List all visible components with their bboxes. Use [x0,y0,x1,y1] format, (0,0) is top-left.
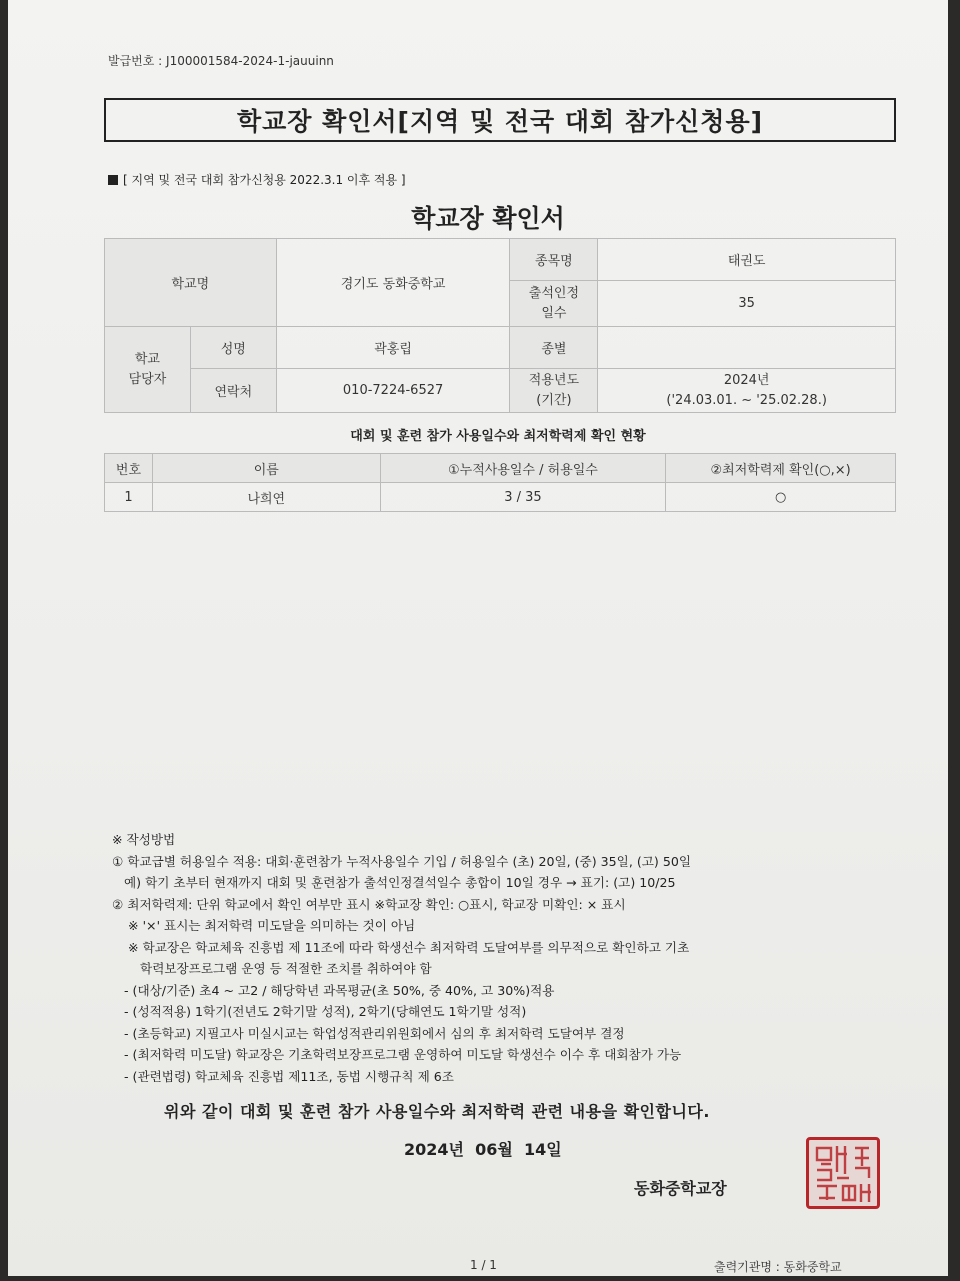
principal-title: 동화중학교장 [634,1179,727,1198]
type-value [598,327,896,369]
note-line: ② 최저학력제: 단위 학교에서 확인 여부만 표시 ※학교장 확인: ○표시, 학교장 미확인: × 표시 [112,896,626,912]
square-bullet-icon [108,175,118,185]
school-value: 경기도 동화중학교 [276,239,510,327]
column-header: 번호 [105,454,153,483]
document-page [8,0,948,1276]
name-value: 곽홍립 [276,327,510,369]
sport-value: 태권도 [598,239,896,281]
note-line: - (관련법령) 학교체육 진흥법 제11조, 동법 시행규칙 제 6조 [112,1068,454,1084]
note-line: ① 학교급별 허용일수 적용: 대회·훈련참가 누적사용일수 기입 / 허용일수 (초) 20일, (중) 35일, (고) 50일 [112,853,692,869]
status-title: 대회 및 훈련 참가 사용일수와 최저학력제 확인 현황 [350,429,646,444]
note-line: - (대상/기준) 초4 ~ 고2 / 해당학년 과목평균(초 50%, 중 40%, 고 30%)적용 [112,982,555,998]
attend-value: 35 [598,281,896,327]
confirmation-statement: 위와 같이 대회 및 훈련 참가 사용일수와 최저학력 관련 내용을 확인합니다. [164,1102,710,1121]
manager-label: 학교 담당자 [105,327,191,413]
official-seal [806,1137,880,1209]
column-header: 이름 [152,454,380,483]
note-line: ※ 작성방법 [112,832,176,847]
note-line: - (초등학교) 지필고사 미실시교는 학업성적관리위원회에서 심의 후 최저학력 도달여부 결정 [112,1025,625,1041]
issue-date: 2024년 06월 14일 [404,1140,562,1159]
table-cell: 나희연 [152,483,380,512]
table-cell: 1 [105,483,153,512]
subheading-text: [ 지역 및 전국 대회 참가신청용 2022.3.1 이후 적용 ] [123,173,406,187]
note-line: ※ 학교장은 학교체육 진흥법 제 11조에 따라 학생선수 최저학력 도달여부를 의무적으로 확인하고 기초 [112,939,690,955]
column-header: ①누적사용일수 / 허용일수 [380,454,666,483]
info-table [104,238,896,413]
contact-value: 010-7224-6527 [276,369,510,413]
seal-icon [809,1140,877,1206]
status-table [104,453,896,512]
header-title: 학교장 확인서[지역 및 전국 대회 참가신청용] [104,98,896,142]
school-label: 학교명 [105,239,277,327]
printed-by: 출력기관명 : 동화중학교 [714,1260,842,1274]
name-label: 성명 [190,327,276,369]
note-line: 학력보장프로그램 운영 등 적절한 조치를 취하여야 함 [112,961,432,976]
note-line: 예) 학기 초부터 현재까지 대회 및 훈련참가 출석인정결석일수 총합이 10일 경우 → 표기: (고) 10/25 [112,875,676,890]
sport-label: 종목명 [510,239,598,281]
contact-label: 연락처 [190,369,276,413]
year-label: 적용년도 (기간) [510,369,598,413]
note-line: ※ '×' 표시는 최저학력 미도달을 의미하는 것이 아님 [112,918,416,933]
table-cell: 3 / 35 [380,483,666,512]
status-table-header [105,454,896,483]
issue-number: 발급번호 : J100001584-2024-1-jauuinn [108,54,334,68]
table-cell: ○ [666,483,896,512]
writing-instructions [112,829,691,1087]
document-title: 학교장 확인서 [411,204,565,233]
attend-label: 출석인정 일수 [510,281,598,327]
note-line: - (성적적용) 1학기(전년도 2학기말 성적), 2학기(당해연도 1학기말 성적) [112,1004,527,1019]
table-row [105,483,896,512]
year-value: 2024년 ('24.03.01. ~ '25.02.28.) [598,369,896,413]
page-number: 1 / 1 [470,1258,497,1272]
column-header: ②최저학력제 확인(○,×) [666,454,896,483]
type-label: 종별 [510,327,598,369]
subheading [108,171,406,188]
note-line: - (최저학력 미도달) 학교장은 기초학력보장프로그램 운영하여 미도달 학생선수 이수 후 대회참가 가능 [112,1047,682,1062]
